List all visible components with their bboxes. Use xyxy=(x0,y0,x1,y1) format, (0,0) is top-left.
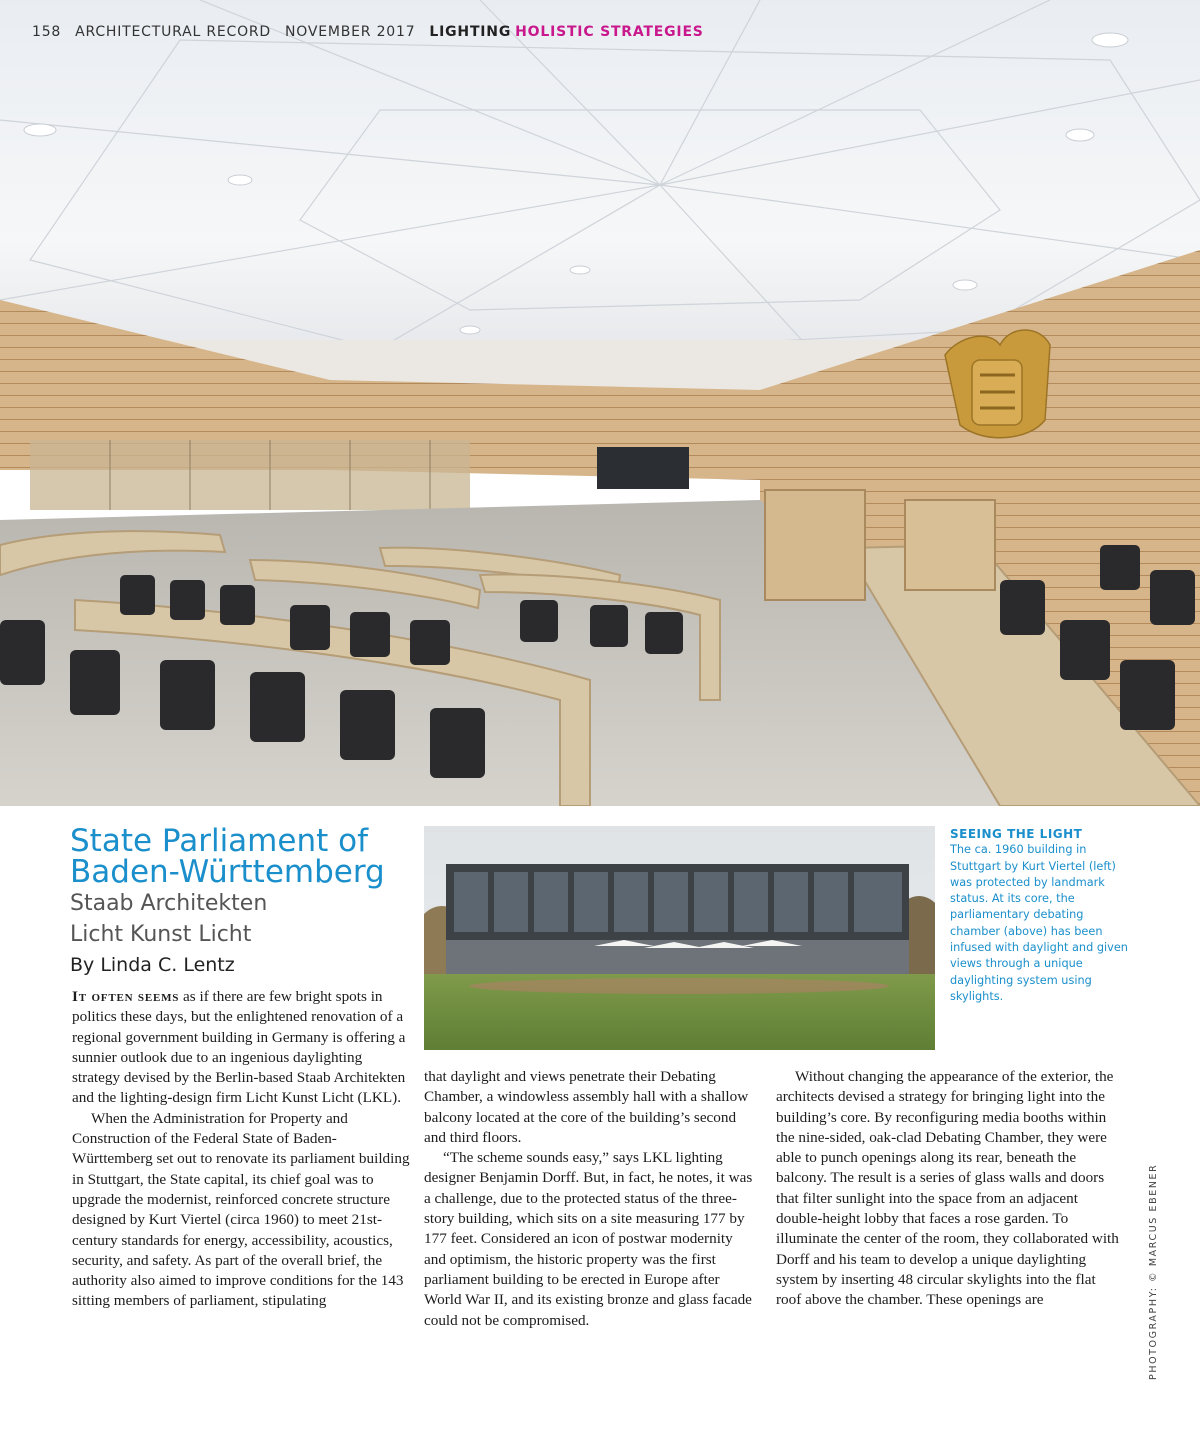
coat-of-arms xyxy=(945,330,1050,438)
section-label: LIGHTING xyxy=(429,24,512,40)
architect-credit: Staab Architekten xyxy=(70,891,268,916)
author-byline: By Linda C. Lentz xyxy=(70,954,235,976)
publication-name: ARCHITECTURAL RECORD xyxy=(75,24,271,40)
title-line-1: State Parliament of xyxy=(70,823,368,859)
body-column-1 xyxy=(72,987,412,1312)
photo-credit: PHOTOGRAPHY: © MARCUS EBENER xyxy=(1148,1163,1159,1380)
paragraph: that daylight and views penetrate their Debating Chamber, a windowless assembly hall with a shallow balcony located at the core of the building’s second and third floors. xyxy=(424,1068,749,1146)
caption-title: SEEING THE LIGHT xyxy=(950,827,1083,841)
paragraph: When the Administration for Property and Construction of the Federal State of Baden-Württemberg set out to renovate its parliament building in Stuttgart, the State capital, its chief goal was to upgrade the modernist, reinforced concrete structure designed by Kurt Viertel (circa 1960) to meet 21st-century standards for energy, accessibility, acoustics, security, and safety. As part of the overall brief, the authority also aimed to improve conditions for the 143 sitting members of parliament, stipulating xyxy=(72,1109,410,1310)
caption-text: The ca. 1960 building in Stuttgart by Kurt Viertel (left) was protected by landmark status. At its core, the parliamentary debating chamber (above) has been infused with daylight and given views through a unique daylighting system using skylights. xyxy=(950,843,1128,1003)
page-number: 158 xyxy=(32,24,62,40)
article-title xyxy=(70,823,410,890)
issue-date: NOVEMBER 2017 xyxy=(285,24,416,40)
paragraph-text: as if there are few bright spots in politics these days, but the enlightened renovation of a regional government building in Germany is offering a sunnier outlook due to an ingenious daylighting strategy devised by the Berlin-based Staab Architekten and the lighting-design firm Licht Kunst Licht (LKL). xyxy=(72,988,406,1107)
paragraph: Without changing the appearance of the exterior, the architects devised a strategy for bringing light into the building’s core. By reconfiguring media booths within the nine-sided, oak-clad Debating Chamber, they were able to punch openings along its rear, beneath the balcony. The result is a series of glass walls and doors that filter sunlight into the space from an adjacent double-height lobby that faces a rose garden. To illuminate the center of the room, they collaborated with Dorff and his team to develop a unique daylighting system by inserting 48 circular skylights into the flat roof above the chamber. These openings are xyxy=(776,1068,1119,1309)
body-column-3 xyxy=(776,1067,1120,1311)
running-header xyxy=(32,24,704,44)
lead-in: It often seems xyxy=(72,988,180,1005)
speaker-podium xyxy=(765,490,865,600)
video-screen xyxy=(597,447,689,489)
lighting-designer-credit: Licht Kunst Licht xyxy=(70,922,252,947)
exterior-photo xyxy=(424,826,935,1050)
parliament-exterior-illustration xyxy=(424,826,935,1050)
paragraph: “The scheme sounds easy,” says LKL lighting designer Benjamin Dorff. But, in fact, he notes, it was a challenge, due to the protected status of the three-story building, which sits on a site measuring 177 by 177 feet. Considered an icon of postwar modernity and optimism, the historic property was the first parliament building to be erected in Europe after World War II, and its existing bronze and glass facade could not be compromised. xyxy=(424,1149,753,1329)
title-line-2: Baden-Württemberg xyxy=(70,854,385,890)
article-title-block xyxy=(70,823,410,980)
body-column-2 xyxy=(424,1067,758,1331)
subsection-label: HOLISTIC STRATEGIES xyxy=(515,24,704,40)
photo-caption xyxy=(950,826,1130,1005)
paragraph xyxy=(72,987,412,1109)
